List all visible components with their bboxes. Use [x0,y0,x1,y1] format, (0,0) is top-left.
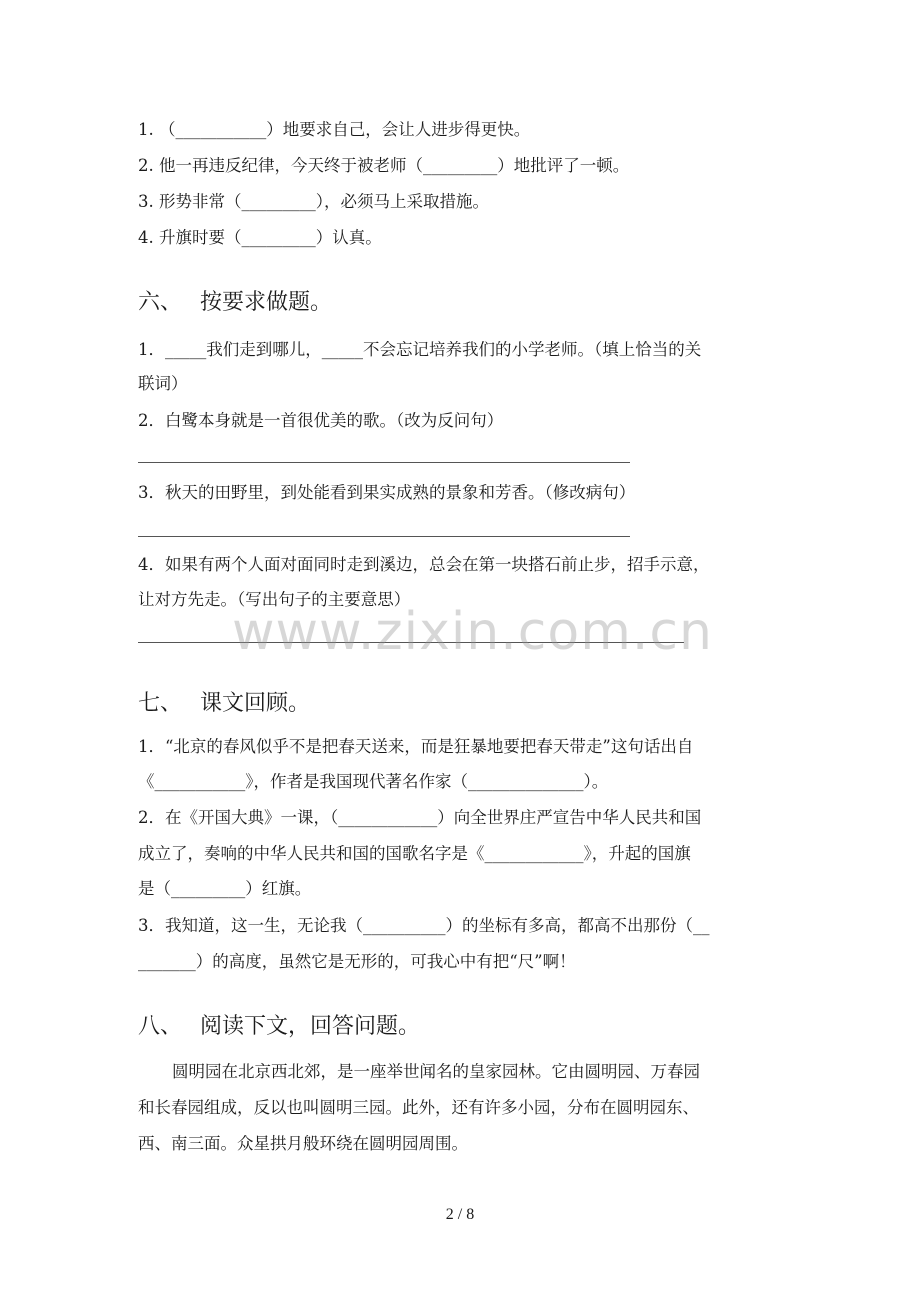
s6-line-4: 3．秋天的田野里，到处能看到果实成熟的景象和芳香。（修改病句） [138,483,636,502]
passage-line-1: 圆明园在北京西北郊，是一座举世闻名的皇家园林。它由圆明园、万春园 [172,1062,700,1081]
s7-line-7: _______）的高度，虽然它是无形的，可我心中有把“尺”啊！ [138,952,576,971]
s7-line-6: 3．我知道，这一生，无论我（__________）的坐标有多高，都高不出那份（__ [138,916,710,935]
s6-line-6: 让对方先走。（写出句子的主要意思） [138,590,411,609]
section-6-title: 按要求做题。 [200,290,333,315]
answer-line-1[interactable] [138,462,630,463]
section-8-heading [138,1012,420,1042]
s6-line-3: 2．白鹭本身就是一首很优美的歌。（改为反问句） [138,411,504,430]
s6-line-2: 联词） [138,374,188,393]
s7-line-4: 成立了，奏响的中华人民共和国的国歌名字是《____________》，升起的国旗 [138,844,691,863]
s7-line-5: 是（_________）红旗。 [138,879,312,898]
s7-line-2: 《___________》，作者是我国现代著名作家（______________）。 [138,772,609,791]
s6-line-5: 4．如果有两个人面对面同时走到溪边，总会在第一块搭石前止步，招手示意， [138,555,710,574]
section-7-title: 课文回顾。 [200,691,311,716]
fill-item-1: 1. （___________）地要求自己，会让人进步得更快。 [138,120,531,139]
s7-line-3: 2．在《开国大典》一课，（____________）向全世界庄严宣告中华人民共和国 [138,808,702,827]
s7-line-1: 1．“北京的春风似乎不是把春天送来，而是狂暴地要把春天带走”这句话出自 [138,737,694,756]
passage-line-2: 和长春园组成，反以也叫圆明三园。此外，还有许多小园，分布在圆明园东、 [138,1098,699,1117]
section-8-title: 阅读下文，回答问题。 [200,1014,421,1039]
s6-line-1: 1．_____我们走到哪儿，_____不会忘记培养我们的小学老师。（填上恰当的关 [138,340,702,359]
section-7-heading [138,689,310,719]
answer-line-2[interactable] [138,536,630,537]
fill-item-3: 3. 形势非常（_________），必须马上采取措施。 [138,192,489,211]
section-7-number: 七、 [138,691,183,716]
passage-line-3: 西、南三面。众星拱月般环绕在圆明园周围。 [138,1134,468,1153]
section-8-number: 八、 [138,1014,183,1039]
fill-item-4: 4. 升旗时要（_________）认真。 [138,228,382,247]
fill-item-2: 2. 他一再违反纪律，今天终于被老师（_________）地批评了一顿。 [138,156,630,175]
page-number: 2 / 8 [445,1206,475,1223]
section-6-heading [138,288,332,318]
watermark: www.zixin.com.cn [232,602,713,662]
section-6-number: 六、 [138,290,183,315]
